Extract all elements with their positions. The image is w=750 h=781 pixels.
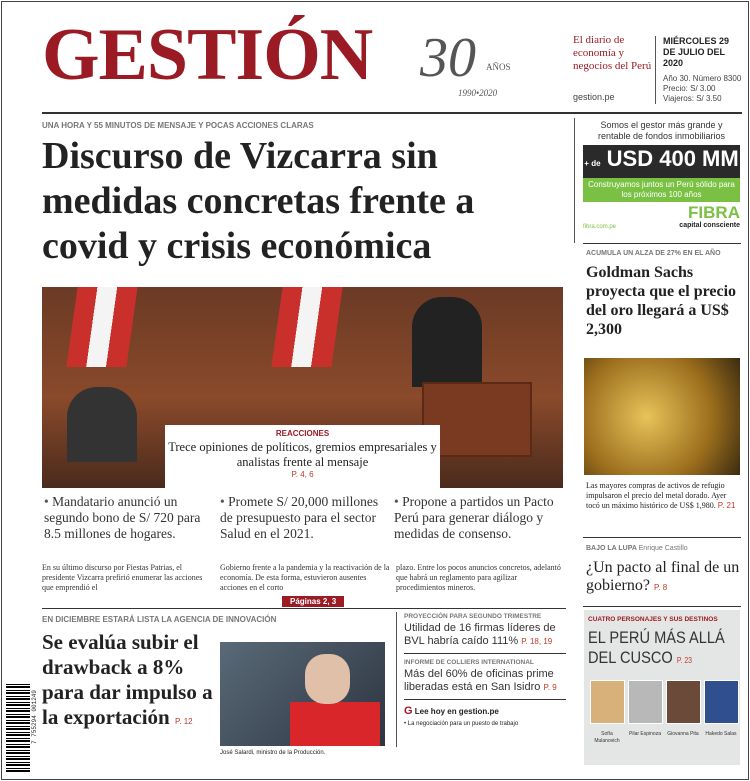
portrait-2 [628,680,663,724]
rule [404,699,566,700]
body-text: Gobierno frente a la pandemia y la reactivación de la economía. De esta forma, estuvieron ausentes acciones en el corto [220,563,390,592]
opinion-headline[interactable] [586,559,742,597]
brief-page: P. 18, 19 [521,637,553,646]
ad-slogan: Construyamos juntos un Perú sólido para los próximos 100 años [583,178,740,202]
price: Precio: S/ 3.00 [663,84,716,93]
divider [655,36,656,104]
portrait-3 [666,680,701,724]
rule [583,243,741,244]
price-travel: Viajeros: S/ 3.50 [663,94,722,103]
divider [396,612,397,747]
main-kicker: UNA HORA Y 55 MINUTOS DE MENSAJE Y POCAS ACCIONES CLARAS [42,121,314,130]
gold-bar-photo [584,358,740,475]
brief-1[interactable] [404,613,566,648]
portrait-1 [590,680,625,724]
caption-kicker: REACCIONES [275,429,330,438]
anniversary-years: 1990•2020 [458,88,498,98]
photo-caption-box [165,425,440,488]
ad-brand: FIBRA [688,203,740,222]
issue-meta [663,74,741,104]
gestion-icon: G [404,705,413,717]
bullet-point: • Mandatario anunció un segundo bono de S/ 720 para 8.5 millones de hogares. [44,494,216,542]
rule [404,653,566,654]
gold-text [586,481,741,511]
photo-caption: José Salardi, ministro de la Producción. [220,750,326,756]
main-headline[interactable]: Discurso de Vizcarra sin medidas concretas frente a covid y crisis económica [42,135,475,267]
bottom-headline[interactable] [42,630,218,734]
minister-photo [220,642,385,746]
body-text: En su último discurso por Fiestas Patrias, el presidente Vizcarra prefirió enumerar las acciones que emprendió el [42,563,203,592]
gold-body: Las mayores compras de activos de refugio impulsaron el precio del metal dorado. Ayer tocó un máximo histórico de US$ 1,980. [586,481,727,510]
barcode [6,682,30,772]
caption-page: P. 4, 6 [291,470,314,479]
flag-image [66,287,137,367]
ad-prefix: + de [584,159,601,168]
portrait-4 [704,680,739,724]
president-figure [412,297,482,387]
barcode-number: 7 755294 001249 [31,690,38,745]
rule [583,606,741,607]
person-name: Pilar Espinoza [629,731,661,737]
ad-amount-bar [583,145,740,178]
rule [583,537,741,538]
person-name: Sofía Mulanovich [594,731,620,744]
gold-kicker: ACUMULA UN ALZA DE 27% EN EL AÑO [586,250,721,257]
ad-url: fibra.com.pe [583,224,617,230]
bullet-point: • Propone a partidos un Pacto Perú para generar diálogo y medidas de consenso. [394,494,566,542]
web-promo[interactable] [404,705,566,718]
bottom-headline-text: Se evalúa subir el drawback a 8% para dar impulso a la exportación [42,630,213,729]
website[interactable]: gestion.pe [573,92,615,102]
masthead-logo: GESTIÓN [42,14,373,96]
opinion-label: BAJO LA LUPA [586,545,637,552]
feature-headline: EL PERÚ MÁS ALLÁ DEL CUSCO [588,628,725,667]
tagline: El diario de economía y negocios del Perú [573,34,652,72]
flag-image [271,287,342,367]
official-figure [67,387,137,462]
anniversary-label: AÑOS [486,62,511,72]
brief-headline: Utilidad de 16 firmas líderes de BVL habría caído 111% [404,622,556,647]
feature-kicker: CUATRO PERSONAJES Y SUS DESTINOS [588,616,718,623]
anniversary-number: 30 [420,27,476,89]
body-text: plazo. Entre los pocos anuncios concretos, adelantó que habrá un reglamento para agilizar procedimientos mineros. [396,563,561,592]
bottom-kicker: EN DICIEMBRE ESTARÁ LISTA LA AGENCIA DE INNOVACIÓN [42,615,277,624]
brief-page: P. 9 [543,683,557,692]
edition-number: Año 30. Número 8300 [663,74,742,83]
ad-brand-sub: capital consciente [679,222,740,229]
opinion-page: P. 8 [653,583,668,592]
opinion-author: Enrique Castillo [638,545,688,552]
caption-text: Trece opiniones de políticos, gremios empresariales y analistas frente al mensaje [168,440,437,469]
divider [574,118,575,243]
red-vest [290,702,380,746]
brief-kicker: INFORME DE COLLIERS INTERNATIONAL [404,659,534,666]
gold-headline[interactable]: Goldman Sachs proyecta que el precio del oro llegará a US$ 2,300 [586,264,737,338]
bottom-page: P. 12 [174,717,193,726]
bullet-point: • Promete S/ 20,000 millones de presupuesto para el sector Salud en el 2021. [220,494,392,542]
section-rule [42,608,566,609]
ad-amount: USD 400 MM [606,146,739,171]
briefs-column [404,613,566,728]
brief-kicker: PROYECCIÓN PARA SEGUNDO TRIMESTRE [404,613,542,620]
opinion-title: ¿Un pacto al final de un gobierno? [586,559,740,594]
brief-headline: Más del 60% de oficinas prime liberadas está en San Isidro [404,668,554,693]
fibra-ad[interactable] [583,120,740,235]
feature-page: P. 23 [676,656,693,665]
brief-2[interactable] [404,659,566,694]
person-name: Giovanna Pita [667,731,699,737]
masthead-rule [42,112,742,114]
opinion-kicker [586,545,688,552]
person-name: Hakedo Salas [705,731,737,737]
gold-page: P. 21 [717,501,736,510]
page-reference[interactable]: Páginas 2, 3 [282,596,344,607]
face [305,654,350,704]
web-item[interactable]: • La negociación para un puesto de trabajo [404,721,519,727]
web-label: Lee hoy en gestion.pe [414,707,499,716]
ad-text: Somos el gestor más grande y rentable de fondos inmobiliarios [597,120,726,141]
issue-date: MIÉRCOLES 29 DE JULIO DEL 2020 [663,36,730,68]
